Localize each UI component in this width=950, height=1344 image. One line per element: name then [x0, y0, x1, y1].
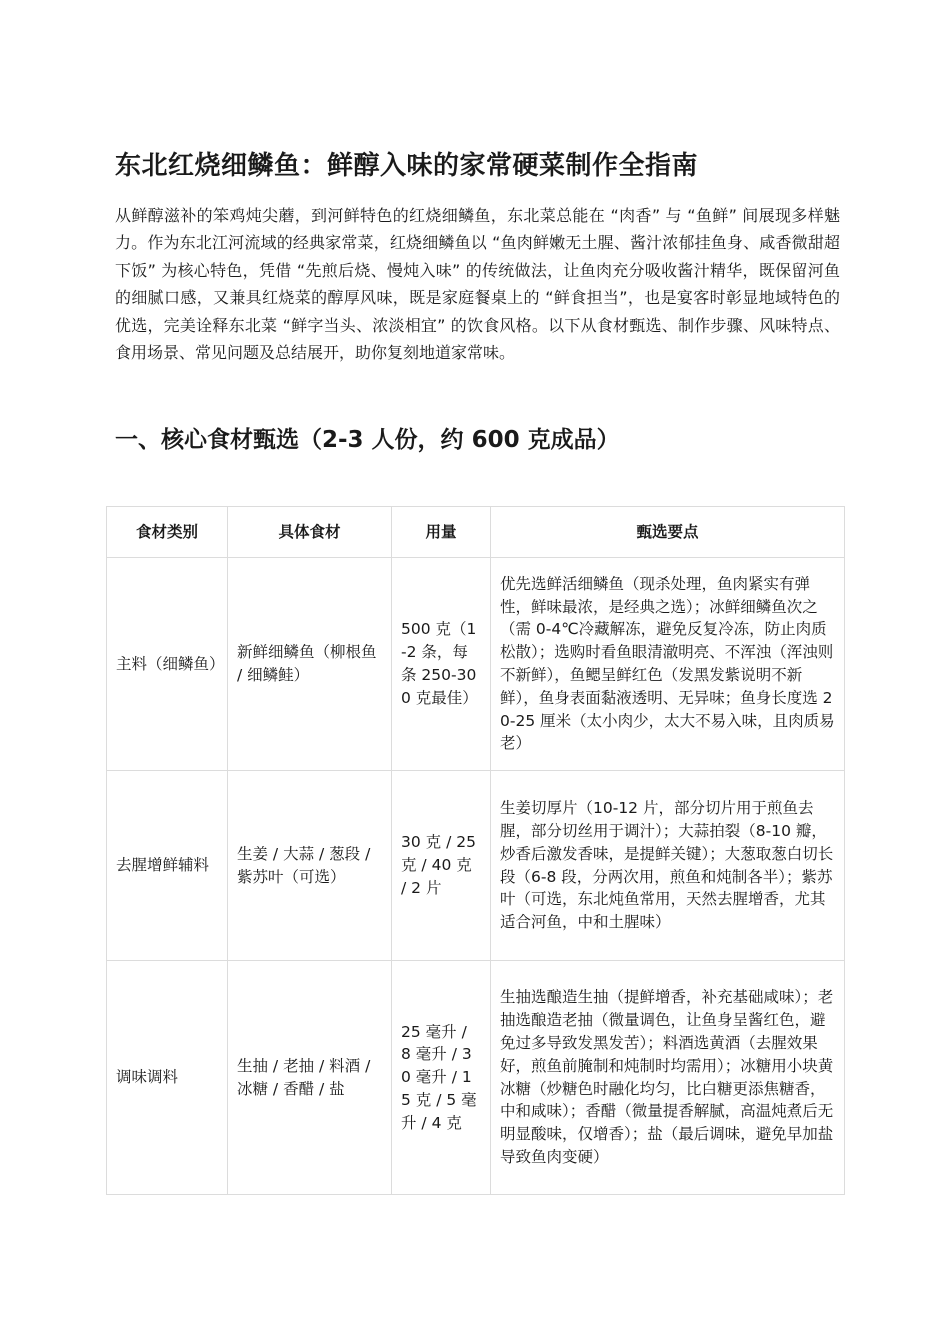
table-row	[107, 771, 845, 961]
cell-tips: 优先选鲜活细鳞鱼（现杀处理，鱼肉紧实有弹性，鲜味最浓，是经典之选）；冰鲜细鳞鱼次之（需 0-4℃冷藏解冻，避免反复冷冻，防止肉质松散）；选购时看鱼眼清澈明亮、不浑浊（浑浊则不新鲜），鱼鳃呈鲜红色（发黑发紫说明不新鲜），鱼身表面黏液透明、无异味；鱼身长度选 20-25 厘米（太小肉少，太大不易入味，且肉质易老）	[491, 558, 845, 771]
cell-category: 调味调料	[107, 961, 228, 1195]
cell-tips: 生姜切厚片（10-12 片，部分切片用于煎鱼去腥，部分切丝用于调汁）；大蒜拍裂（8-10 瓣，炒香后激发香味，是提鲜关键）；大葱取葱白切长段（6-8 段，分两次用，煎鱼和炖制各半）；紫苏叶（可选，东北炖鱼常用，天然去腥增香，尤其适合河鱼，中和土腥味）	[491, 771, 845, 961]
cell-category: 主料（细鳞鱼）	[107, 558, 228, 771]
cell-ingredients: 生抽 / 老抽 / 料酒 / 冰糖 / 香醋 / 盐	[228, 961, 392, 1195]
table-row	[107, 961, 845, 1195]
section-heading-ingredients: 一、核心食材甄选（2-3 人份，约 600 克成品）	[115, 427, 620, 453]
header-category: 食材类别	[107, 507, 228, 558]
header-ingredients: 具体食材	[228, 507, 392, 558]
cell-ingredients: 生姜 / 大蒜 / 葱段 / 紫苏叶（可选）	[228, 771, 392, 961]
cell-amount: 25 毫升 / 8 毫升 / 30 毫升 / 15 克 / 5 毫升 / 4 克	[392, 961, 491, 1195]
header-amount: 用量	[392, 507, 491, 558]
cell-category: 去腥增鲜辅料	[107, 771, 228, 961]
header-tips: 甄选要点	[491, 507, 845, 558]
intro-paragraph: 从鲜醇滋补的笨鸡炖尖蘑，到河鲜特色的红烧细鳞鱼，东北菜总能在 “肉香” 与 “鱼鲜” 间展现多样魅力。作为东北江河流域的经典家常菜，红烧细鳞鱼以 “鱼肉鲜嫩无土腥、酱汁浓郁挂鱼身、咸香微甜超下饭” 为核心特色，凭借 “先煎后烧、慢炖入味” 的传统做法，让鱼肉充分吸收酱汁精华，既保留河鱼的细腻口感，又兼具红烧菜的醇厚风味，既是家庭餐桌上的 “鲜食担当”，也是宴客时彰显地域特色的优选，完美诠释东北菜 “鲜字当头、浓淡相宜” 的饮食风格。以下从食材甄选、制作步骤、风味特点、食用场景、常见问题及总结展开，助你复刻地道家常味。	[115, 206, 840, 363]
table-row	[107, 558, 845, 771]
cell-amount: 500 克（1-2 条，每条 250-300 克最佳）	[392, 558, 491, 771]
document-title: 东北红烧细鳞鱼：鲜醇入味的家常硬菜制作全指南	[115, 151, 699, 181]
cell-ingredients: 新鲜细鳞鱼（柳根鱼 / 细鳞鲑）	[228, 558, 392, 771]
table-header-row	[107, 507, 845, 558]
cell-amount: 30 克 / 25 克 / 40 克 / 2 片	[392, 771, 491, 961]
ingredients-table	[106, 506, 845, 1195]
cell-tips: 生抽选酿造生抽（提鲜增香，补充基础咸味）；老抽选酿造老抽（微量调色，让鱼身呈酱红色，避免过多导致发黑发苦）；料酒选黄酒（去腥效果好，煎鱼前腌制和炖制时均需用）；冰糖用小块黄冰糖（炒糖色时融化均匀，比白糖更添焦糖香，中和咸味）；香醋（微量提香解腻，高温炖煮后无明显酸味，仅增香）；盐（最后调味，避免早加盐导致鱼肉变硬）	[491, 961, 845, 1195]
